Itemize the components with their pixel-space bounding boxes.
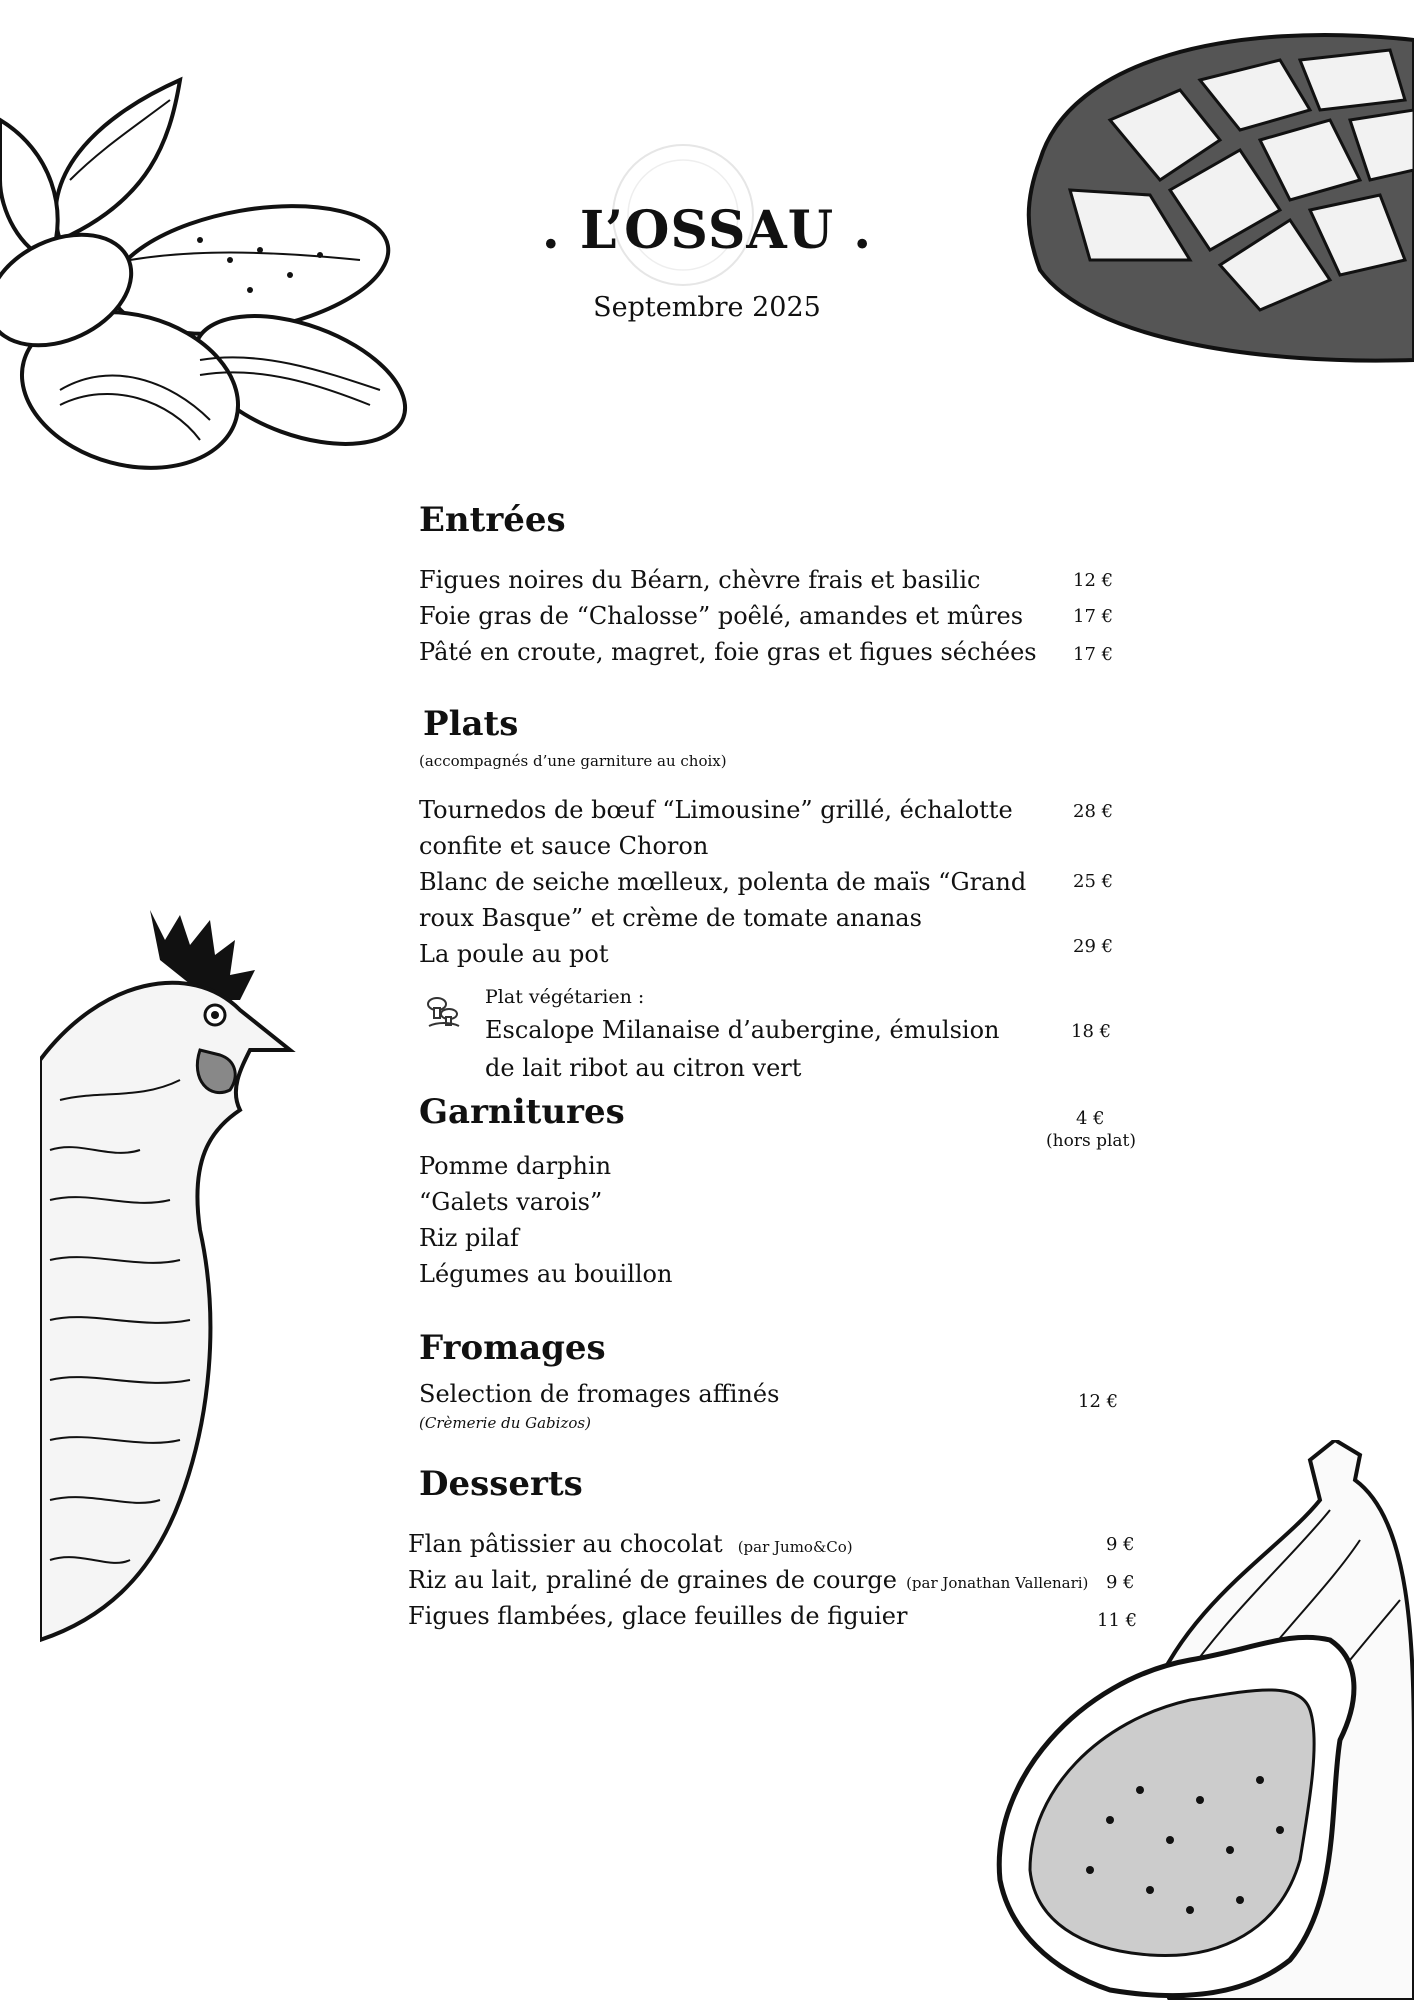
menu-item-price: 17 €	[1073, 606, 1114, 627]
restaurant-title: . L’OSSAU .	[541, 200, 873, 261]
menu-item-line: Blanc de seiche mœlleux, polenta de maïs “Grand	[419, 868, 1027, 896]
menu-item-price: 11 €	[1097, 1610, 1138, 1631]
dessert-credit: (par Jonathan Vallenari)	[906, 1574, 1089, 1592]
section-title-fromages: Fromages	[419, 1328, 606, 1368]
menu-item-price: 28 €	[1073, 801, 1114, 822]
garnitures-price-note: (hors plat)	[1046, 1131, 1136, 1151]
menu-item-line: de lait ribot au citron vert	[485, 1054, 802, 1082]
menu-item: Foie gras de “Chalosse” poêlé, amandes et mûres	[419, 602, 1024, 630]
menu-item-line: Escalope Milanaise d’aubergine, émulsion	[485, 1016, 1000, 1044]
menu-item-price: 12 €	[1078, 1391, 1119, 1412]
menu-item: Selection de fromages affinés	[419, 1380, 780, 1408]
chicken-illustration	[40, 900, 300, 1650]
vegetarian-icon	[425, 994, 461, 1034]
menu-item-price: 29 €	[1073, 936, 1114, 957]
dessert-row	[408, 1566, 1088, 1594]
vegetarian-label: Plat végétarien :	[485, 986, 645, 1008]
menu-date: Septembre 2025	[593, 292, 821, 323]
menu-item-price: 17 €	[1073, 644, 1114, 665]
list-item: “Galets varois”	[419, 1188, 603, 1216]
menu-item-price: 25 €	[1073, 871, 1114, 892]
menu-item: Riz au lait, praliné de graines de courge	[408, 1566, 897, 1594]
dessert-credit: (par Jumo&Co)	[737, 1538, 853, 1556]
section-title-garnitures: Garnitures	[419, 1092, 625, 1132]
menu-item: Figues flambées, glace feuilles de figuier	[408, 1602, 908, 1630]
menu-item-price: 12 €	[1073, 570, 1114, 591]
menu-item: La poule au pot	[419, 940, 609, 968]
list-item: Pomme darphin	[419, 1152, 612, 1180]
almonds-illustration	[0, 60, 410, 480]
menu-item: Figues noires du Béarn, chèvre frais et basilic	[419, 566, 981, 594]
menu-item: Flan pâtissier au chocolat	[408, 1530, 723, 1558]
figs-illustration	[990, 1440, 1414, 2000]
section-title-plats: Plats	[423, 704, 519, 744]
menu-item-price: 9 €	[1106, 1572, 1135, 1593]
menu-item-price: 9 €	[1106, 1534, 1135, 1555]
dessert-row	[408, 1530, 853, 1558]
menu-item-line: roux Basque” et crème de tomate ananas	[419, 904, 922, 932]
menu-item-line: Tournedos de bœuf “Limousine” grillé, échalotte	[419, 796, 1013, 824]
supplier-note: (Crèmerie du Gabizos)	[419, 1414, 591, 1432]
section-title-entrees: Entrées	[419, 500, 566, 540]
section-note: (accompagnés d’une garniture au choix)	[419, 752, 727, 770]
list-item: Légumes au bouillon	[419, 1260, 673, 1288]
list-item: Riz pilaf	[419, 1224, 519, 1252]
section-title-desserts: Desserts	[419, 1464, 583, 1504]
menu-item-line: confite et sauce Choron	[419, 832, 709, 860]
menu-item-price: 18 €	[1071, 1021, 1112, 1042]
garnitures-price: 4 €	[1076, 1108, 1105, 1129]
menu-item: Pâté en croute, magret, foie gras et figues séchées	[419, 638, 1037, 666]
